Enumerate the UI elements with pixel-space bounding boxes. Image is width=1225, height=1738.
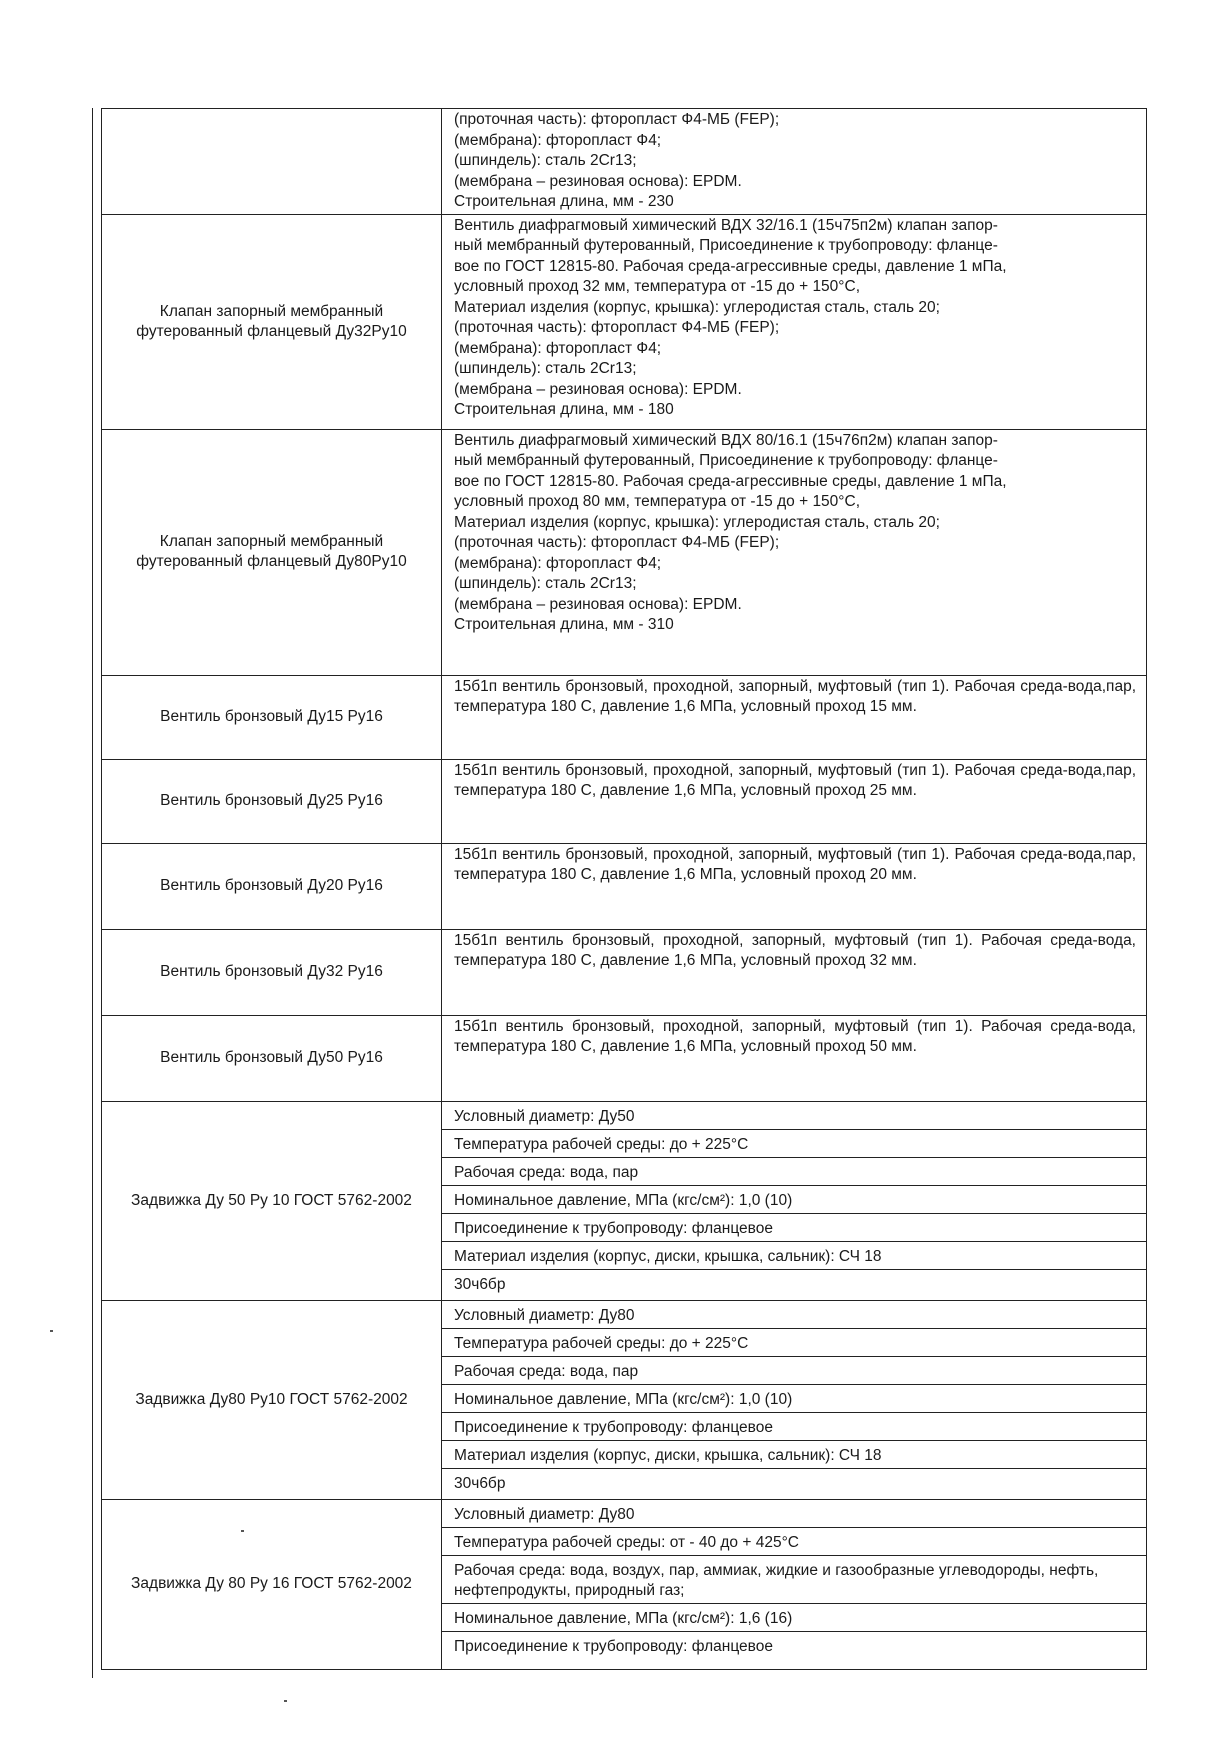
spec-line: Условный диаметр: Ду80 — [442, 1301, 1146, 1329]
description-line: Материал изделия (корпус, крышка): углеродистая сталь, сталь 20; — [454, 513, 940, 531]
description-line: (проточная часть): фторопласт Ф4-МБ (FEP); — [454, 111, 780, 128]
table-row — [102, 843, 1147, 929]
table-row — [102, 675, 1147, 759]
item-description — [442, 214, 1147, 429]
description-line: вое по ГОСТ 12815-80. Рабочая среда-агрессивные среды, давление 1 мПа, — [454, 472, 1007, 490]
spec-line: Присоединение к трубопроводу: фланцевое — [454, 1637, 773, 1655]
scan-speck — [284, 1700, 287, 1702]
description-line: (мембрана – резиновая основа): EPDM. — [454, 172, 742, 190]
margin-rule — [92, 108, 93, 1678]
table-row — [102, 214, 1147, 429]
spec-line: 30ч6бр — [454, 1474, 506, 1492]
description-text: 15б1п вентиль бронзовый, проходной, запорный, муфтовый (тип 1). Рабочая среда-вода,пар, температура 180 С, давление 1,6 МПа, условный проход 25 мм. — [454, 761, 1136, 799]
table-row — [102, 929, 1147, 1015]
item-name: Вентиль бронзовый Ду15 Ру16 — [102, 675, 442, 759]
spec-line: Условный диаметр: Ду80 — [442, 1500, 1146, 1528]
description-line: Вентиль диафрагмовый химический ВДХ 32/16.1 (15ч75п2м) клапан запор- — [454, 216, 998, 234]
item-name: Вентиль бронзовый Ду32 Ру16 — [102, 929, 442, 1015]
description-line: (мембрана – резиновая основа): EPDM. — [454, 380, 742, 398]
spec-line: Рабочая среда: вода, пар — [442, 1357, 1146, 1385]
description-line: Строительная длина, мм - 180 — [454, 401, 674, 418]
table-row — [102, 759, 1147, 843]
description-line: (проточная часть): фторопласт Ф4-МБ (FEP); — [454, 534, 780, 551]
scan-speck — [241, 1530, 244, 1532]
description-line: ный мембранный футерованный, Присоединение к трубопроводу: фланце- — [454, 237, 998, 254]
table-row — [102, 109, 1147, 215]
description-line: Вентиль диафрагмовый химический ВДХ 80/16.1 (15ч76п2м) клапан запор- — [454, 431, 998, 449]
description-text: 15б1п вентиль бронзовый, проходной, запорный, муфтовый (тип 1). Рабочая среда-вода, температура 180 С, давление 1,6 МПа, условный проход 32 мм. — [454, 931, 1136, 969]
item-name: Вентиль бронзовый Ду25 Ру16 — [102, 759, 442, 843]
description-line: условный проход 32 мм, температура от -15 до + 150°С, — [454, 278, 860, 295]
description-line: ный мембранный футерованный, Присоединение к трубопроводу: фланце- — [454, 452, 998, 469]
scan-speck — [50, 1330, 53, 1332]
table-row — [102, 1015, 1147, 1101]
description-line: Материал изделия (корпус, крышка): углеродистая сталь, сталь 20; — [454, 298, 940, 316]
description-text: 15б1п вентиль бронзовый, проходной, запорный, муфтовый (тип 1). Рабочая среда-вода,пар, температура 180 С, давление 1,6 МПа, условный проход 20 мм. — [454, 845, 1136, 883]
item-description — [442, 759, 1147, 843]
description-line: (мембрана): фторопласт Ф4; — [454, 339, 662, 357]
description-line: (мембрана – резиновая основа): EPDM. — [454, 595, 742, 613]
item-description — [442, 1015, 1147, 1101]
item-name: Задвижка Ду 80 Ру 16 ГОСТ 5762-2002 — [102, 1499, 442, 1669]
item-description — [442, 675, 1147, 759]
spec-line: Присоединение к трубопроводу: фланцевое — [442, 1413, 1146, 1441]
item-description — [442, 843, 1147, 929]
item-specs — [442, 1101, 1147, 1300]
spec-line: Номинальное давление, МПа (кгс/см²): 1,0 (10) — [442, 1385, 1146, 1413]
description-line: (мембрана): фторопласт Ф4; — [454, 554, 662, 572]
item-name: Вентиль бронзовый Ду50 Ру16 — [102, 1015, 442, 1101]
description-line: Строительная длина, мм - 310 — [454, 616, 674, 633]
spec-line: Номинальное давление, МПа (кгс/см²): 1,0 (10) — [442, 1186, 1146, 1214]
description-line: (шпиндель): сталь 2Cr13; — [454, 152, 637, 169]
item-description — [442, 429, 1147, 675]
item-description — [442, 109, 1147, 215]
item-description — [442, 929, 1147, 1015]
description-line: (проточная часть): фторопласт Ф4-МБ (FEP); — [454, 319, 780, 336]
description-line: вое по ГОСТ 12815-80. Рабочая среда-агрессивные среды, давление 1 мПа, — [454, 257, 1007, 275]
item-name — [102, 109, 442, 215]
spec-line: Температура рабочей среды: до + 225°С — [442, 1130, 1146, 1158]
description-line: (мембрана): фторопласт Ф4; — [454, 131, 662, 149]
description-line: (шпиндель): сталь 2Cr13; — [454, 575, 637, 592]
item-name: Клапан запорный мембранный футерованный фланцевый Ду32Ру10 — [102, 214, 442, 429]
spec-line: Рабочая среда: вода, воздух, пар, аммиак, жидкие и газообразные углеводороды, нефть, нефтепродукты, природный газ; — [442, 1556, 1146, 1604]
spec-line: Номинальное давление, МПа (кгс/см²): 1,6 (16) — [442, 1604, 1146, 1632]
description-line: (шпиндель): сталь 2Cr13; — [454, 360, 637, 377]
item-name: Клапан запорный мембранный футерованный фланцевый Ду80Ру10 — [102, 429, 442, 675]
spec-line: Материал изделия (корпус, диски, крышка, сальник): СЧ 18 — [442, 1242, 1146, 1270]
description-line: условный проход 80 мм, температура от -15 до + 150°С, — [454, 493, 860, 510]
spec-line: Рабочая среда: вода, пар — [442, 1158, 1146, 1186]
spec-line: Присоединение к трубопроводу: фланцевое — [442, 1214, 1146, 1242]
spec-line: Условный диаметр: Ду50 — [442, 1102, 1146, 1130]
table-row — [102, 429, 1147, 675]
specification-table — [101, 108, 1147, 1670]
item-specs — [442, 1300, 1147, 1499]
description-line: Строительная длина, мм - 230 — [454, 193, 674, 210]
spec-line: Материал изделия (корпус, диски, крышка, сальник): СЧ 18 — [442, 1441, 1146, 1469]
description-text: 15б1п вентиль бронзовый, проходной, запорный, муфтовый (тип 1). Рабочая среда-вода,пар, температура 180 С, давление 1,6 МПа, условный проход 15 мм. — [454, 677, 1136, 715]
spec-line: Температура рабочей среды: от - 40 до + 425°С — [442, 1528, 1146, 1556]
item-name: Задвижка Ду 50 Ру 10 ГОСТ 5762-2002 — [102, 1101, 442, 1300]
table-row — [102, 1300, 1147, 1499]
spec-line: Температура рабочей среды: до + 225°С — [442, 1329, 1146, 1357]
item-name: Вентиль бронзовый Ду20 Ру16 — [102, 843, 442, 929]
description-text: 15б1п вентиль бронзовый, проходной, запорный, муфтовый (тип 1). Рабочая среда-вода, температура 180 С, давление 1,6 МПа, условный проход 50 мм. — [454, 1017, 1136, 1055]
item-specs — [442, 1499, 1147, 1669]
table-row — [102, 1499, 1147, 1669]
table-row — [102, 1101, 1147, 1300]
spec-line: 30ч6бр — [454, 1275, 506, 1293]
item-name: Задвижка Ду80 Ру10 ГОСТ 5762-2002 — [102, 1300, 442, 1499]
